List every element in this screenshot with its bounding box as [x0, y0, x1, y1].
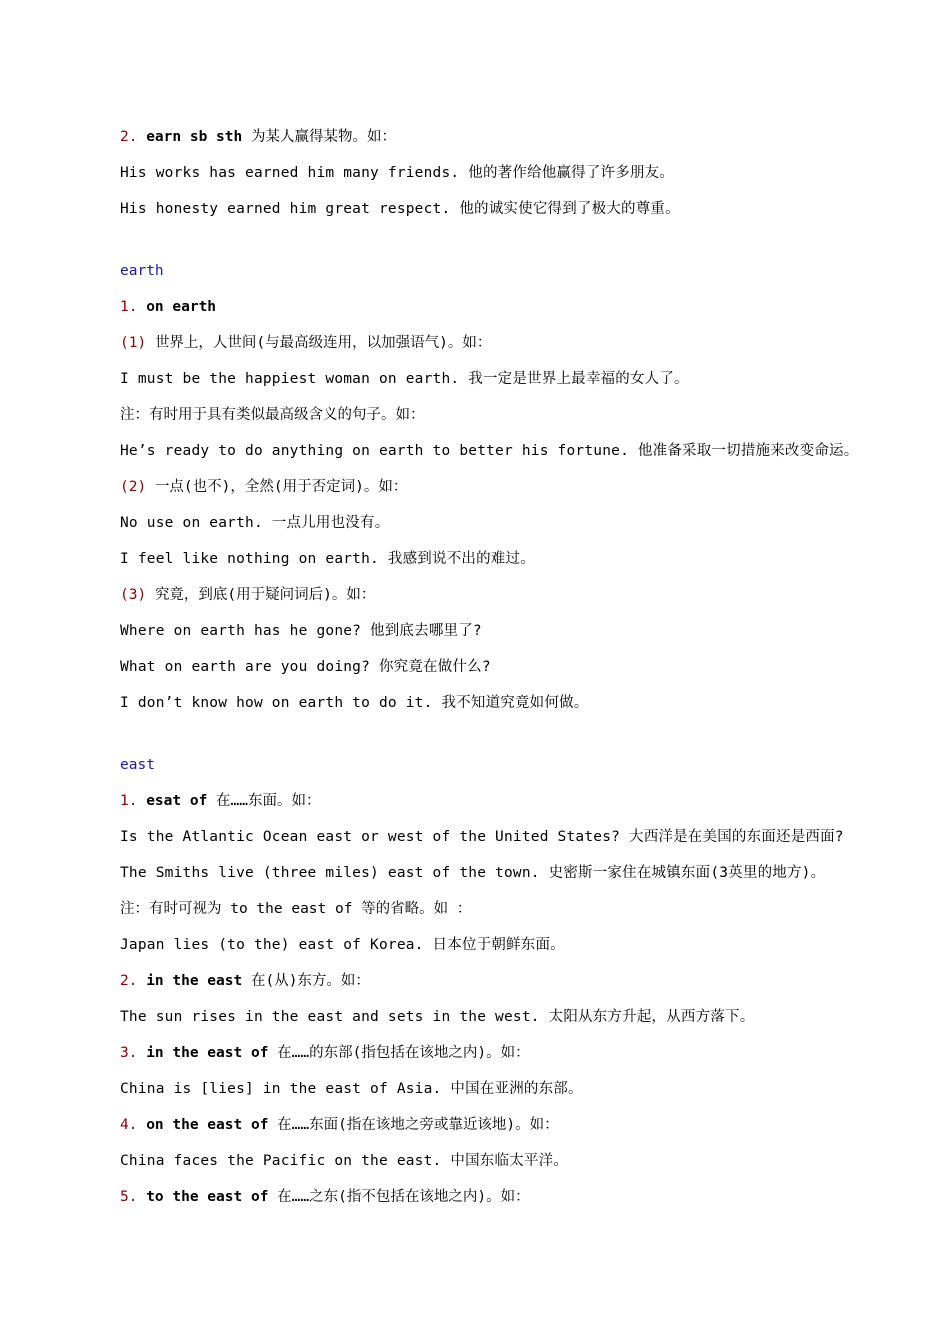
section-gap	[120, 232, 920, 258]
note-line: 注：有时用于具有类似最高级含义的句子。如：	[120, 407, 425, 423]
document-page	[120, 124, 920, 1220]
example-line: Is the Atlantic Ocean east or west of the United States? 大西洋是在美国的东面还是西面?	[120, 829, 844, 845]
entry-line	[120, 1112, 920, 1148]
entry-number: 5.	[120, 1189, 138, 1205]
entry-text: 在(从)东方。如：	[250, 973, 370, 989]
entry-text: 为某人赢得某物。如：	[250, 129, 396, 145]
section-gap	[120, 726, 920, 752]
sense-number: (2)	[120, 479, 147, 495]
example-line: He’s ready to do anything on earth to better his fortune. 他准备采取一切措施来改变命运。	[120, 443, 859, 459]
example-line: No use on earth. 一点儿用也没有。	[120, 515, 390, 531]
entry-phrase: on earth	[146, 299, 217, 315]
example-line: What on earth are you doing? 你究竟在做什么?	[120, 659, 491, 675]
entry-text: 在……东面。如：	[216, 793, 321, 809]
section-heading-earth: earth	[120, 263, 164, 279]
entry-phrase: earn sb sth	[146, 129, 243, 145]
entry-number: 2.	[120, 129, 138, 145]
example-line: China faces the Pacific on the east. 中国东临太平洋。	[120, 1153, 568, 1169]
entry-line	[120, 294, 920, 330]
entry-number: 3.	[120, 1045, 138, 1061]
example-line: The Smiths live (three miles) east of the town. 史密斯一家住在城镇东面(3英里的地方)。	[120, 865, 826, 881]
example-line: I must be the happiest woman on earth. 我一定是世界上最幸福的女人了。	[120, 371, 689, 387]
sense-line	[120, 474, 920, 510]
entry-number: 4.	[120, 1117, 138, 1133]
entry-line	[120, 788, 920, 824]
example-line: The sun rises in the east and sets in the west. 太阳从东方升起，从西方落下。	[120, 1009, 755, 1025]
example-line: I feel like nothing on earth. 我感到说不出的难过。	[120, 551, 535, 567]
sense-text: 一点(也不)，全然(用于否定词)。如：	[154, 479, 408, 495]
entry-line	[120, 1040, 920, 1076]
entry-phrase: in the east	[146, 973, 243, 989]
sense-text: 究竟，到底(用于疑问词后)。如：	[154, 587, 376, 603]
sense-number: (1)	[120, 335, 147, 351]
example-line: His honesty earned him great respect. 他的诚实使它得到了极大的尊重。	[120, 201, 680, 217]
sense-text: 世界上，人世间(与最高级连用，以加强语气)。如：	[154, 335, 492, 351]
example-line: Japan lies (to the) east of Korea. 日本位于朝鲜东面。	[120, 937, 565, 953]
example-line: His works has earned him many friends. 他的著作给他赢得了许多朋友。	[120, 165, 675, 181]
entry-number: 1.	[120, 793, 138, 809]
example-line: China is [lies] in the east of Asia. 中国在亚洲的东部。	[120, 1081, 583, 1097]
example-line: I don’t know how on earth to do it. 我不知道究竟如何做。	[120, 695, 589, 711]
entry-text: 在……东面(指在该地之旁或靠近该地)。如：	[277, 1117, 559, 1133]
entry-phrase: in the east of	[146, 1045, 269, 1061]
entry-phrase: on the east of	[146, 1117, 269, 1133]
sense-number: (3)	[120, 587, 147, 603]
sense-line	[120, 330, 920, 366]
entry-number: 1.	[120, 299, 138, 315]
example-line: Where on earth has he gone? 他到底去哪里了?	[120, 623, 482, 639]
entry-number: 2.	[120, 973, 138, 989]
sense-line	[120, 582, 920, 618]
note-line: 注：有时可视为 to the east of 等的省略。如 ：	[120, 901, 472, 917]
entry-line	[120, 124, 920, 160]
entry-phrase: esat of	[146, 793, 208, 809]
entry-line	[120, 968, 920, 1004]
entry-phrase: to the east of	[146, 1189, 269, 1205]
entry-line	[120, 1184, 920, 1220]
section-heading-east: east	[120, 757, 155, 773]
entry-text: 在……之东(指不包括在该地之内)。如：	[277, 1189, 530, 1205]
entry-text: 在……的东部(指包括在该地之内)。如：	[277, 1045, 530, 1061]
